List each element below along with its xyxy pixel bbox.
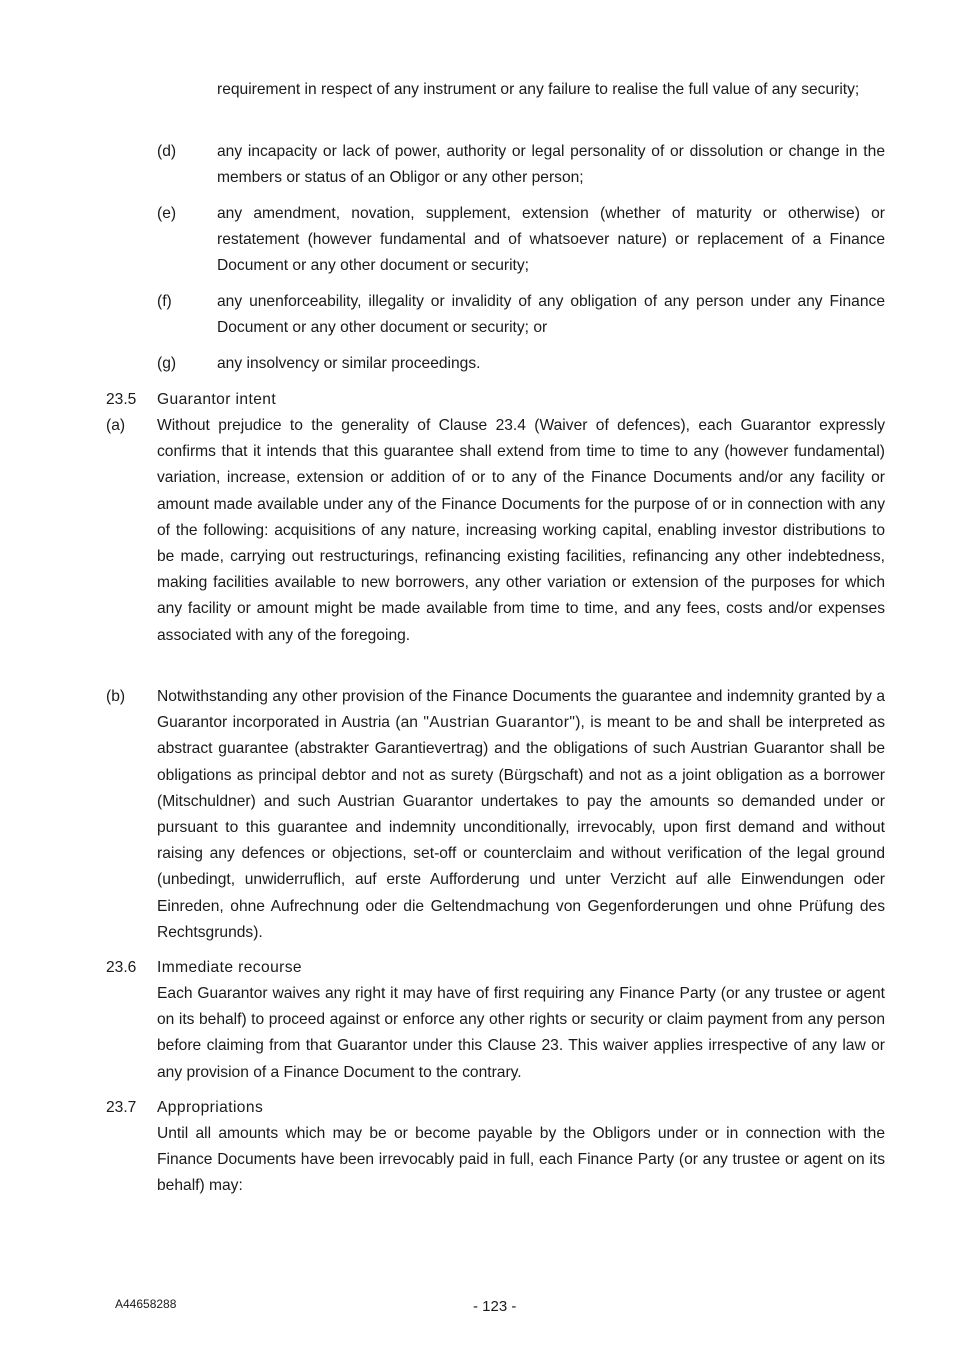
- section-23-5-b-text: [157, 684, 885, 946]
- page-number: - 123 -: [473, 1298, 517, 1315]
- section-23-7-title: Appropriations: [157, 1099, 264, 1116]
- section-23-6-title: Immediate recourse: [157, 959, 303, 976]
- item-e-label: (e): [157, 205, 177, 222]
- item-e-text: any amendment, novation, supplement, extension (whether of maturity or otherwise) or restatement (however fundamental and of whatsoever nature) or replacement of a Finance Document or any other document or security;: [217, 205, 885, 275]
- defined-term-austrian-guarantor: "Austrian Guarantor": [423, 714, 576, 732]
- section-23-5-number: 23.5: [106, 391, 137, 408]
- section-23-7-text: Until all amounts which may be or become payable by the Obligors under or in connection with the Finance Documents have been irrevocably paid in full, each Finance Party (or any trustee or agent on its behalf) may:: [157, 1125, 885, 1195]
- item-d-text: any incapacity or lack of power, authority or legal personality of or dissolution or change in the members or status of an Obligor or any other person;: [217, 143, 885, 187]
- section-23-5-b-text-part1: Notwithstanding any other provision of the Finance Documents the guarantee and indemnity granted by a Guarantor incorporated in Austria (an: [157, 688, 885, 732]
- item-d-label: (d): [157, 143, 177, 160]
- section-23-6-text: Each Guarantor waives any right it may have of first requiring any Finance Party (or any trustee or agent on its behalf) to proceed against or enforce any other rights or security or claim payment from any person before claiming from that Guarantor under this Clause 23. This waiver applies irrespective of any law or any provision of a Finance Document to the contrary.: [157, 985, 885, 1081]
- item-c-continuation: requirement in respect of any instrument or any failure to realise the full value of any security;: [217, 81, 860, 98]
- item-g-text: any insolvency or similar proceedings.: [217, 355, 481, 372]
- document-id: A44658288: [115, 1297, 177, 1311]
- section-23-5-a-text: Without prejudice to the generality of Clause 23.4 (Waiver of defences), each Guarantor expressly confirms that it intends that this guarantee shall extend from time to time to any (however fundamental) variation, increase, extension or addition of or to any of the Finance Documents and/or any facility or amount made available under any of the Finance Documents for the purpose of or in connection with any of the following: acquisitions of any nature, increasing working capital, enabling investor distributions to be made, carrying out restructurings, refinancing existing facilities, refinancing any other indebtedness, making facilities available to new borrowers, any other variation or extension of the purposes for which any facility or amount might be made available from time to time, and any fees, costs and/or expenses associated with any of the foregoing.: [157, 417, 885, 644]
- section-23-5-b-label: (b): [106, 688, 126, 705]
- section-23-6-number: 23.6: [106, 959, 137, 976]
- item-g-label: (g): [157, 355, 177, 372]
- item-f-text: any unenforceability, illegality or invalidity of any obligation of any person under any Finance Document or any other document or security; or: [217, 293, 885, 337]
- section-23-5-b-text-part2: ), is meant to be and shall be interpreted as abstract guarantee (abstrakter Garantievertrag) and the obligations of such Austrian Guarantor shall be obligations as principal debtor and not as surety (Bürgschaft) and not as a joint obligation as a borrower (Mitschuldner) and such Austrian Guarantor undertakes to pay the amounts so demanded under or pursuant to this guarantee and indemnity unconditionally, irrevocably, upon first demand and without raising any defences or objections, set-off or counterclaim and without verification of the legal ground (unbedingt, unwiderruflich, auf erste Aufforderung und unter Verzicht auf alle Einwendungen oder Einreden, ohne Aufrechnung oder die Geltendmachung von Gegenforderungen und ohne Prüfung des Rechtsgrunds).: [157, 714, 886, 941]
- section-23-7-number: 23.7: [106, 1099, 137, 1116]
- section-23-5-title: Guarantor intent: [157, 391, 277, 408]
- section-23-5-a-label: (a): [106, 417, 126, 434]
- item-f-label: (f): [157, 293, 172, 310]
